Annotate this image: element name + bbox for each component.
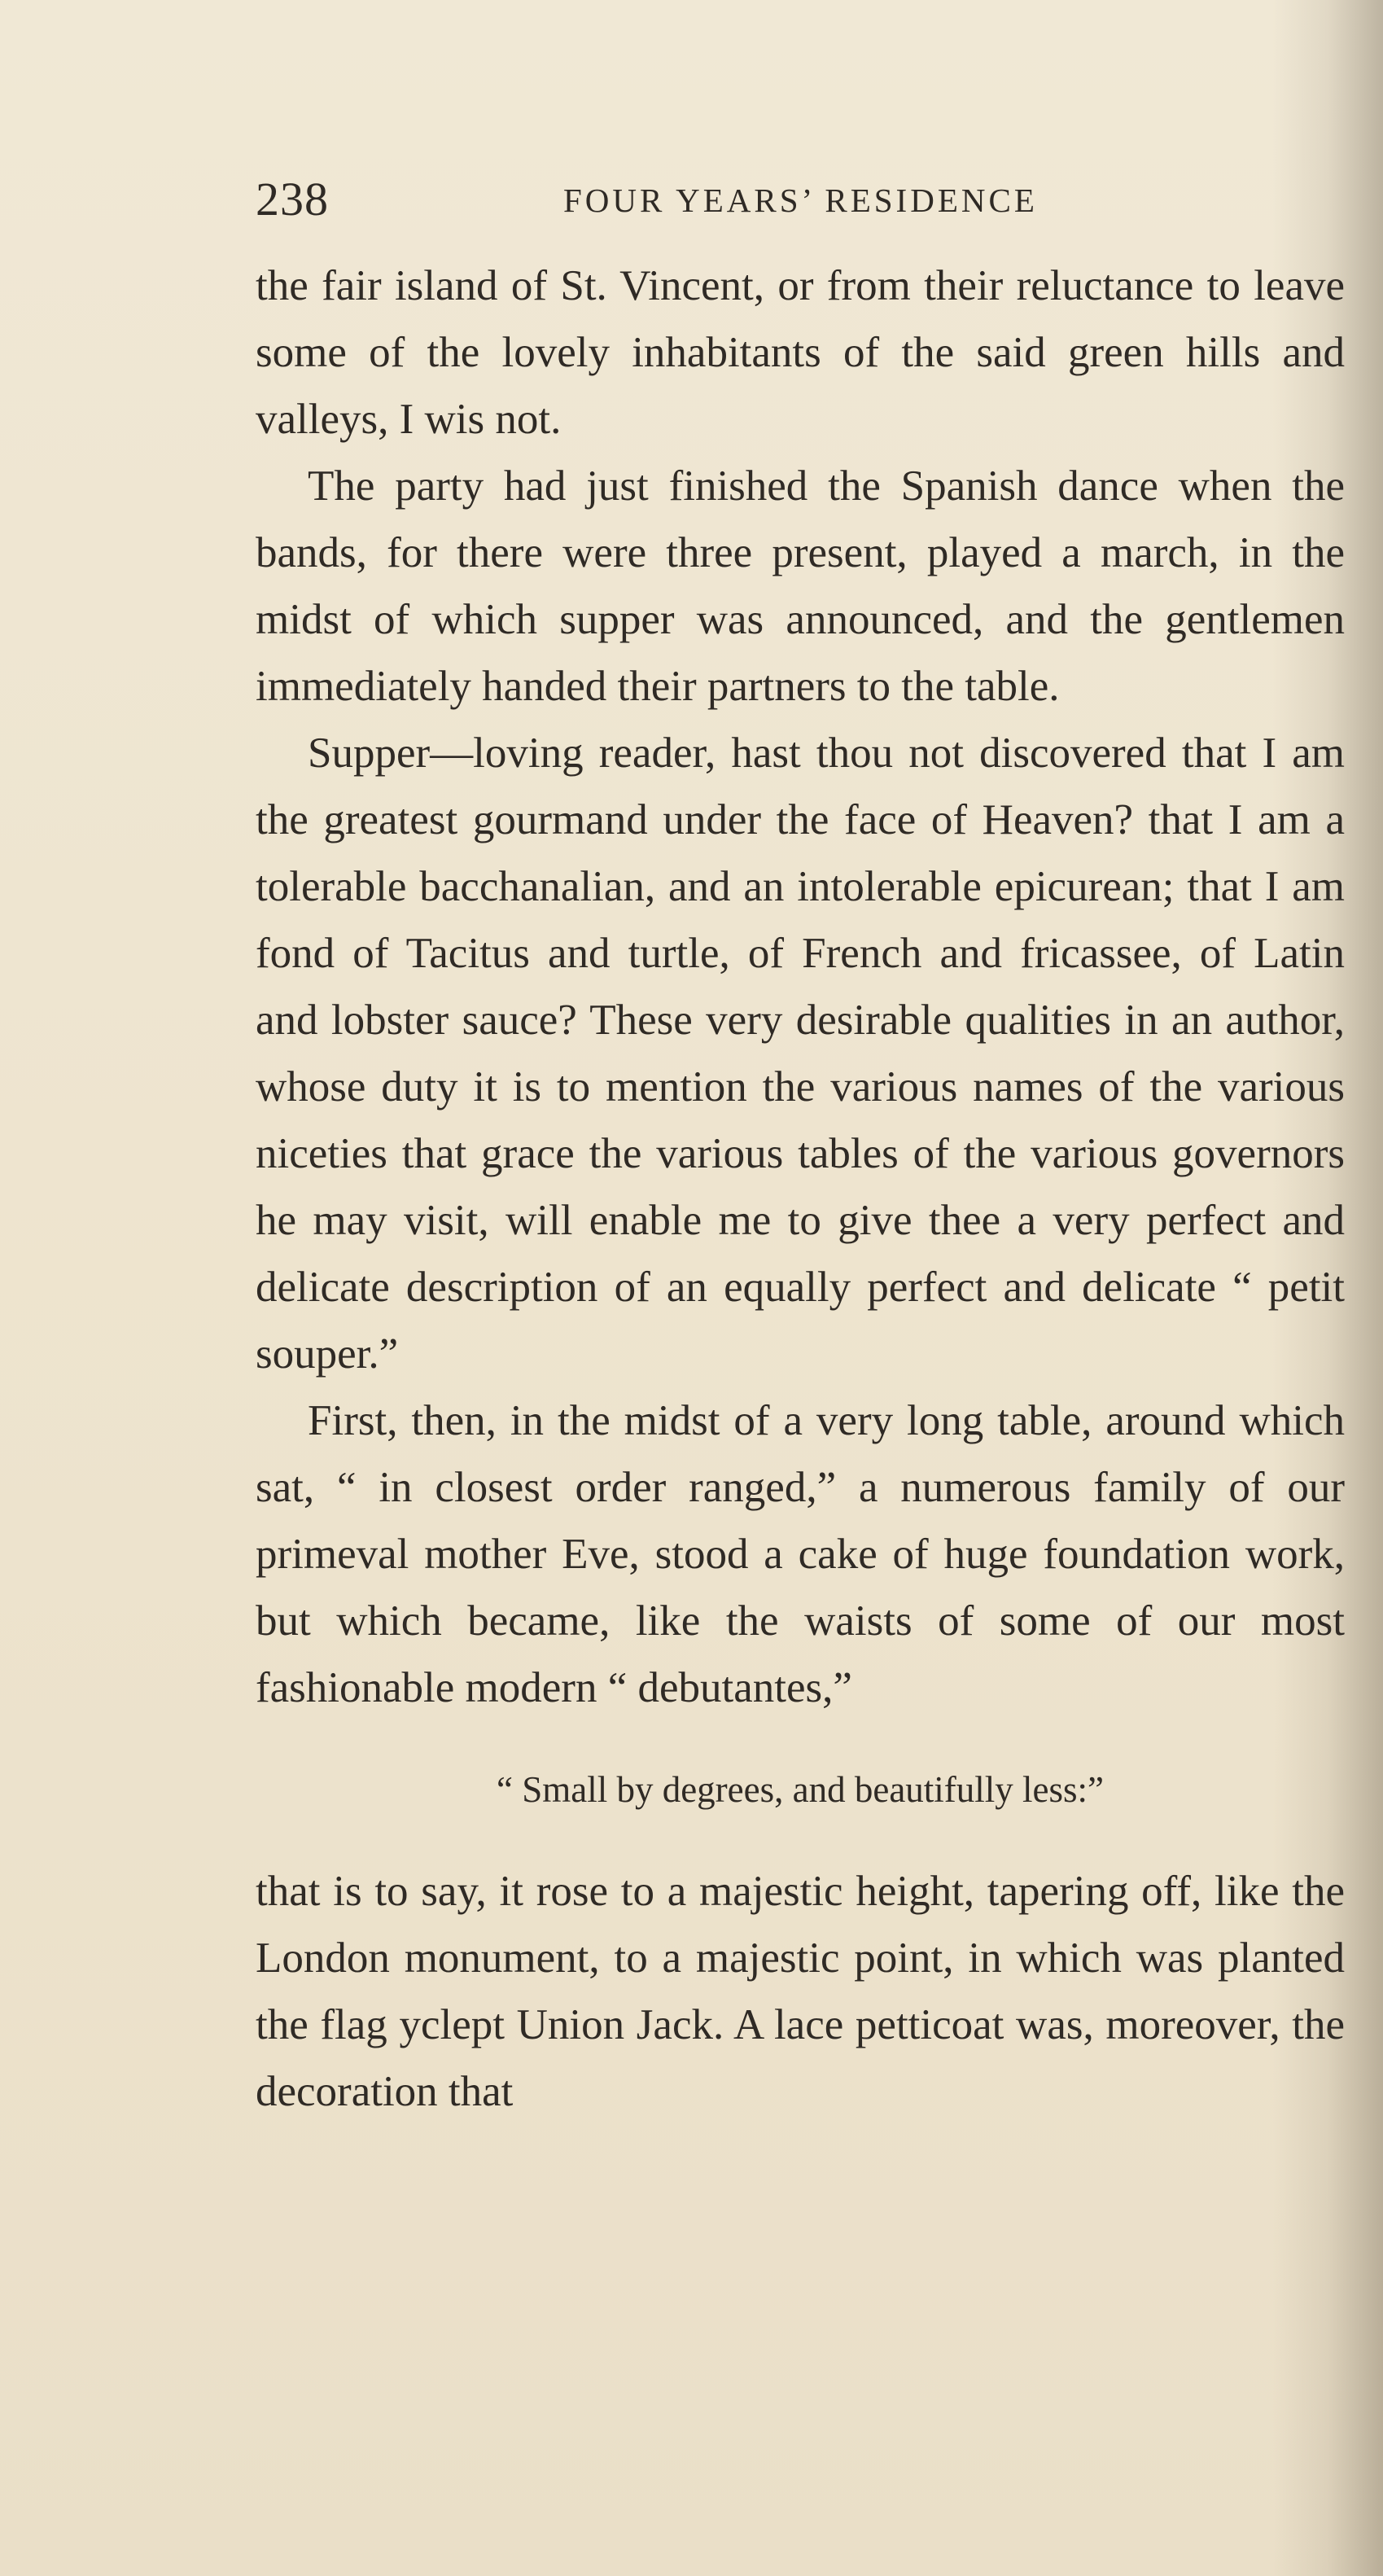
page-header: [256, 171, 1363, 228]
paragraph-supper: Supper—loving reader, hast thou not discovered that I am the greatest gourmand under the face of Heaven? that I am a tolerable bacchanalian, and an intolerable epicurean; that I am fond of Tacitus and turtle, of French and fricassee, of Latin and lobster sauce? These very desirable qualities in an author, whose duty it is to mention the various names of the various niceties that grace the various tables of the various governors he may visit, will enable me to give thee a very perfect and delicate description of an equally perfect and delicate “ petit souper.”: [256, 729, 1345, 1378]
block-quote: “ Small by degrees, and beautifully less:”: [496, 1769, 1105, 1810]
paragraph-closing: that is to say, it rose to a majestic height, tapering off, like the London monument, to a majestic point, in which was planted the flag yclept Union Jack. A lace petticoat was, moreover, the decoration that: [256, 1868, 1345, 2115]
page-text: [256, 252, 1345, 2125]
running-head: FOUR YEARS’ RESIDENCE: [563, 182, 1038, 219]
paragraph-continuation: the fair island of St. Vincent, or from their reluctance to leave some of the lovely inhabitants of the said green hills and valleys, I wis not.: [256, 262, 1345, 443]
page-number: 238: [256, 173, 329, 226]
paragraph-cake: First, then, in the midst of a very long table, around which sat, “ in closest order ranged,” a numerous family of our primeval mother Eve, stood a cake of huge foundation work, but which became, like the waists of some of our most fashionable modern “ debutantes,”: [256, 1397, 1345, 1711]
paragraph-party: The party had just finished the Spanish dance when the bands, for there were three present, played a march, in the midst of which supper was announced, and the gentlemen immediately handed their partners to the table.: [256, 462, 1345, 710]
